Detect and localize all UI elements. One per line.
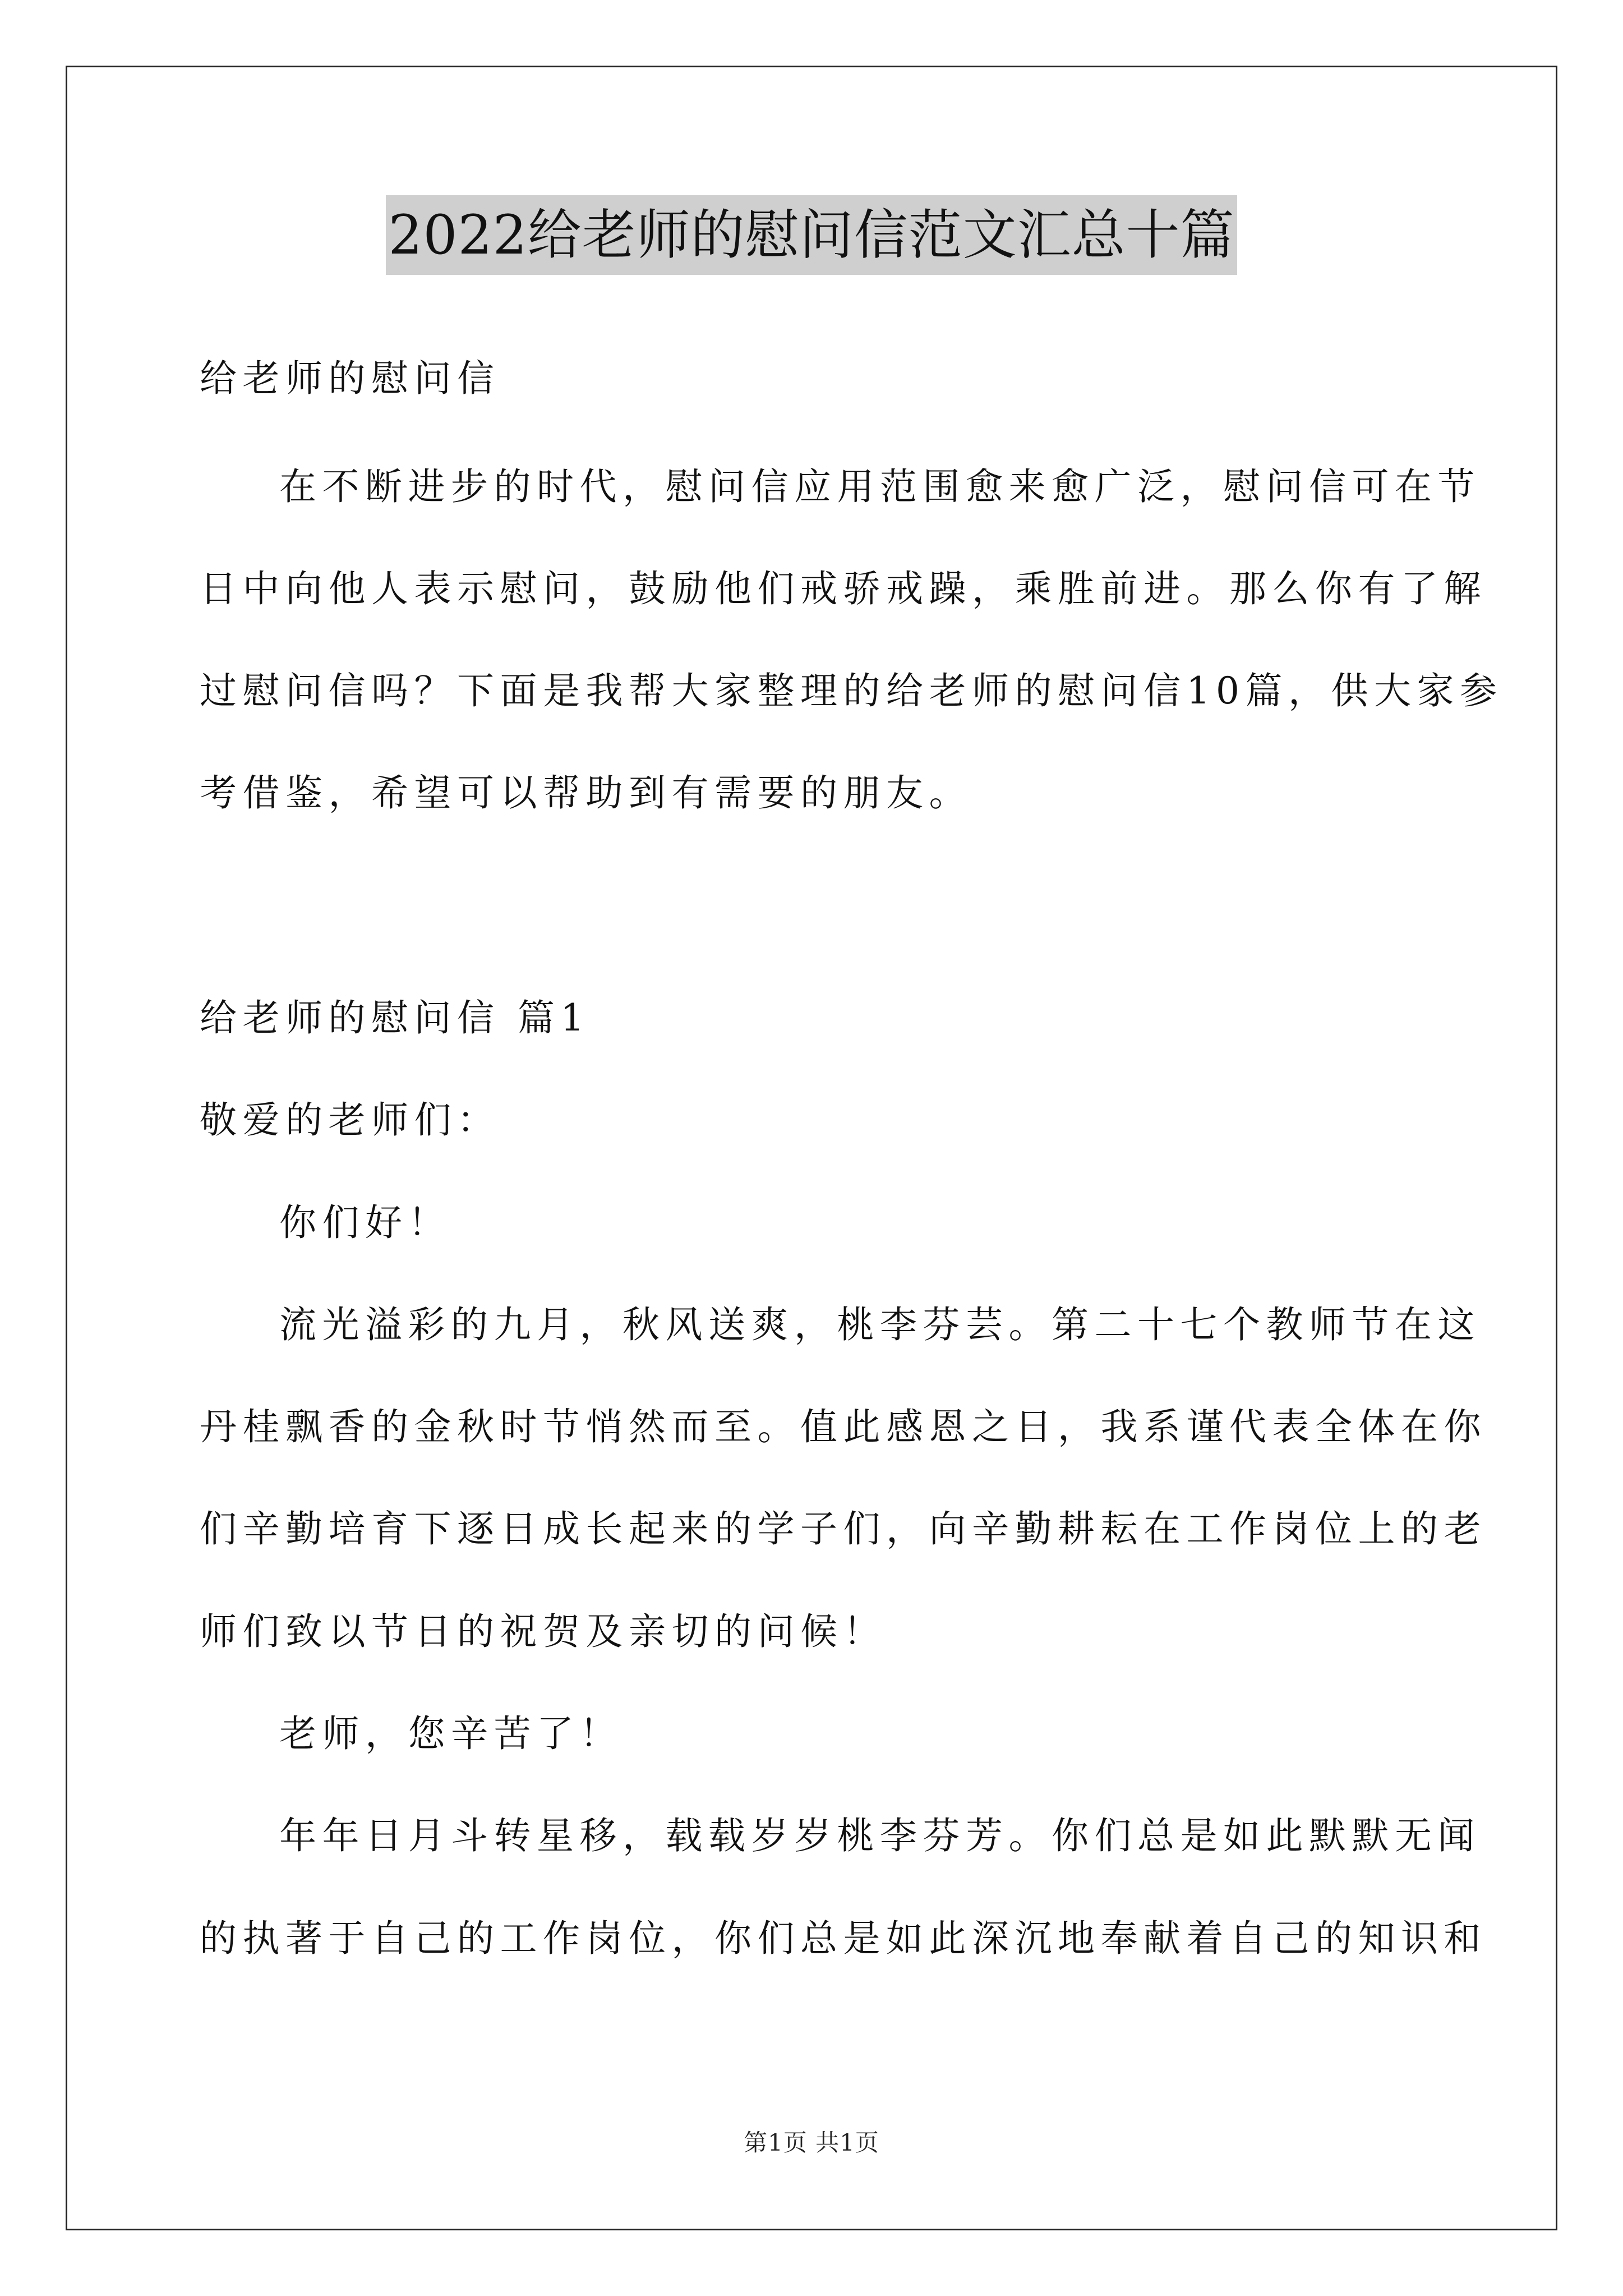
body-line: 年年日月斗转星移，载载岁岁桃李芬芳。你们总是如此默默无闻 [279,1814,1481,1857]
document-title: 2022给老师的慰问信范文汇总十篇 [386,195,1237,275]
body-line: 丹桂飘香的金秋时节悄然而至。值此感恩之日，我系谨代表全体在你 [200,1405,1487,1448]
page-number-footer: 第1页 共1页 [744,2129,879,2156]
salutation: 敬爱的老师们： [200,1098,500,1142]
body-line: 们辛勤培育下逐日成长起来的学子们，向辛勤耕耘在工作岗位上的老 [200,1507,1487,1550]
body-line: 老师，您辛苦了！ [279,1712,623,1755]
title-container [0,195,1623,275]
intro-line: 日中向他人表示慰问，鼓励他们戒骄戒躁，乘胜前进。那么你有了解 [200,567,1487,610]
intro-line: 过慰问信吗？下面是我帮大家整理的给老师的慰问信10篇，供大家参 [200,669,1503,712]
letter-heading: 给老师的慰问信 篇1 [200,996,590,1039]
body-line: 流光溢彩的九月，秋风送爽，桃李芬芸。第二十七个教师节在这 [279,1303,1481,1346]
body-line: 的执著于自己的工作岗位，你们总是如此深沉地奉献着自己的知识和 [200,1917,1487,1960]
body-line: 师们致以节日的祝贺及亲切的问候！ [200,1610,886,1653]
section-heading: 给老师的慰问信 [200,357,500,400]
greeting: 你们好！ [279,1201,451,1244]
intro-line: 在不断进步的时代，慰问信应用范围愈来愈广泛，慰问信可在节 [279,465,1481,508]
intro-line: 考借鉴，希望可以帮助到有需要的朋友。 [200,771,972,815]
